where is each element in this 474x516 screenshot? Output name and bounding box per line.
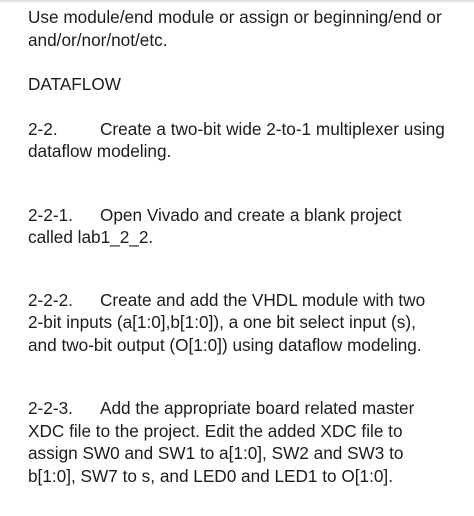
step-text: Open Vivado and create a blank project [100, 204, 402, 225]
step-2-2-3 [28, 397, 468, 487]
step-text: Add the appropriate board related master [100, 398, 415, 418]
step-2-2 [28, 118, 468, 163]
step-number: 2-2-1. [28, 204, 73, 225]
step-text: Create and add the VHDL module with two [100, 289, 426, 310]
step-text: called lab1_2_2. [28, 227, 154, 247]
step-text: dataflow modeling. [28, 141, 172, 161]
step-text: 2-bit inputs (a[1:0],b[1:0]), a one bit select input (s), [28, 312, 416, 332]
step-text: b[1:0], SW7 to s, and LED0 and LED1 to O[1:0]. [28, 465, 393, 486]
step-text: and two-bit output (O[1:0]) using dataflow modeling. [28, 334, 422, 355]
step-number: 2-2-2. [28, 289, 73, 310]
top-divider [0, 0, 474, 3]
step-text: Create a two-bit wide 2-to-1 multiplexer using [100, 118, 445, 139]
intro-paragraph [28, 6, 468, 51]
step-2-2-2 [28, 289, 468, 357]
document-body [28, 6, 468, 487]
step-number: 2-2. [28, 118, 58, 139]
step-2-2-1 [28, 204, 468, 249]
step-number: 2-2-3. [28, 398, 73, 418]
section-heading: DATAFLOW [28, 74, 121, 94]
step-text: XDC file to the project. Edit the added XDC file to [28, 420, 403, 441]
intro-line-1: Use module/end module or assign or beginning/end or [28, 7, 442, 27]
step-text: assign SW0 and SW1 to a[1:0], SW2 and SW3 to [28, 443, 404, 463]
intro-line-2: and/or/nor/not/etc. [28, 29, 168, 50]
